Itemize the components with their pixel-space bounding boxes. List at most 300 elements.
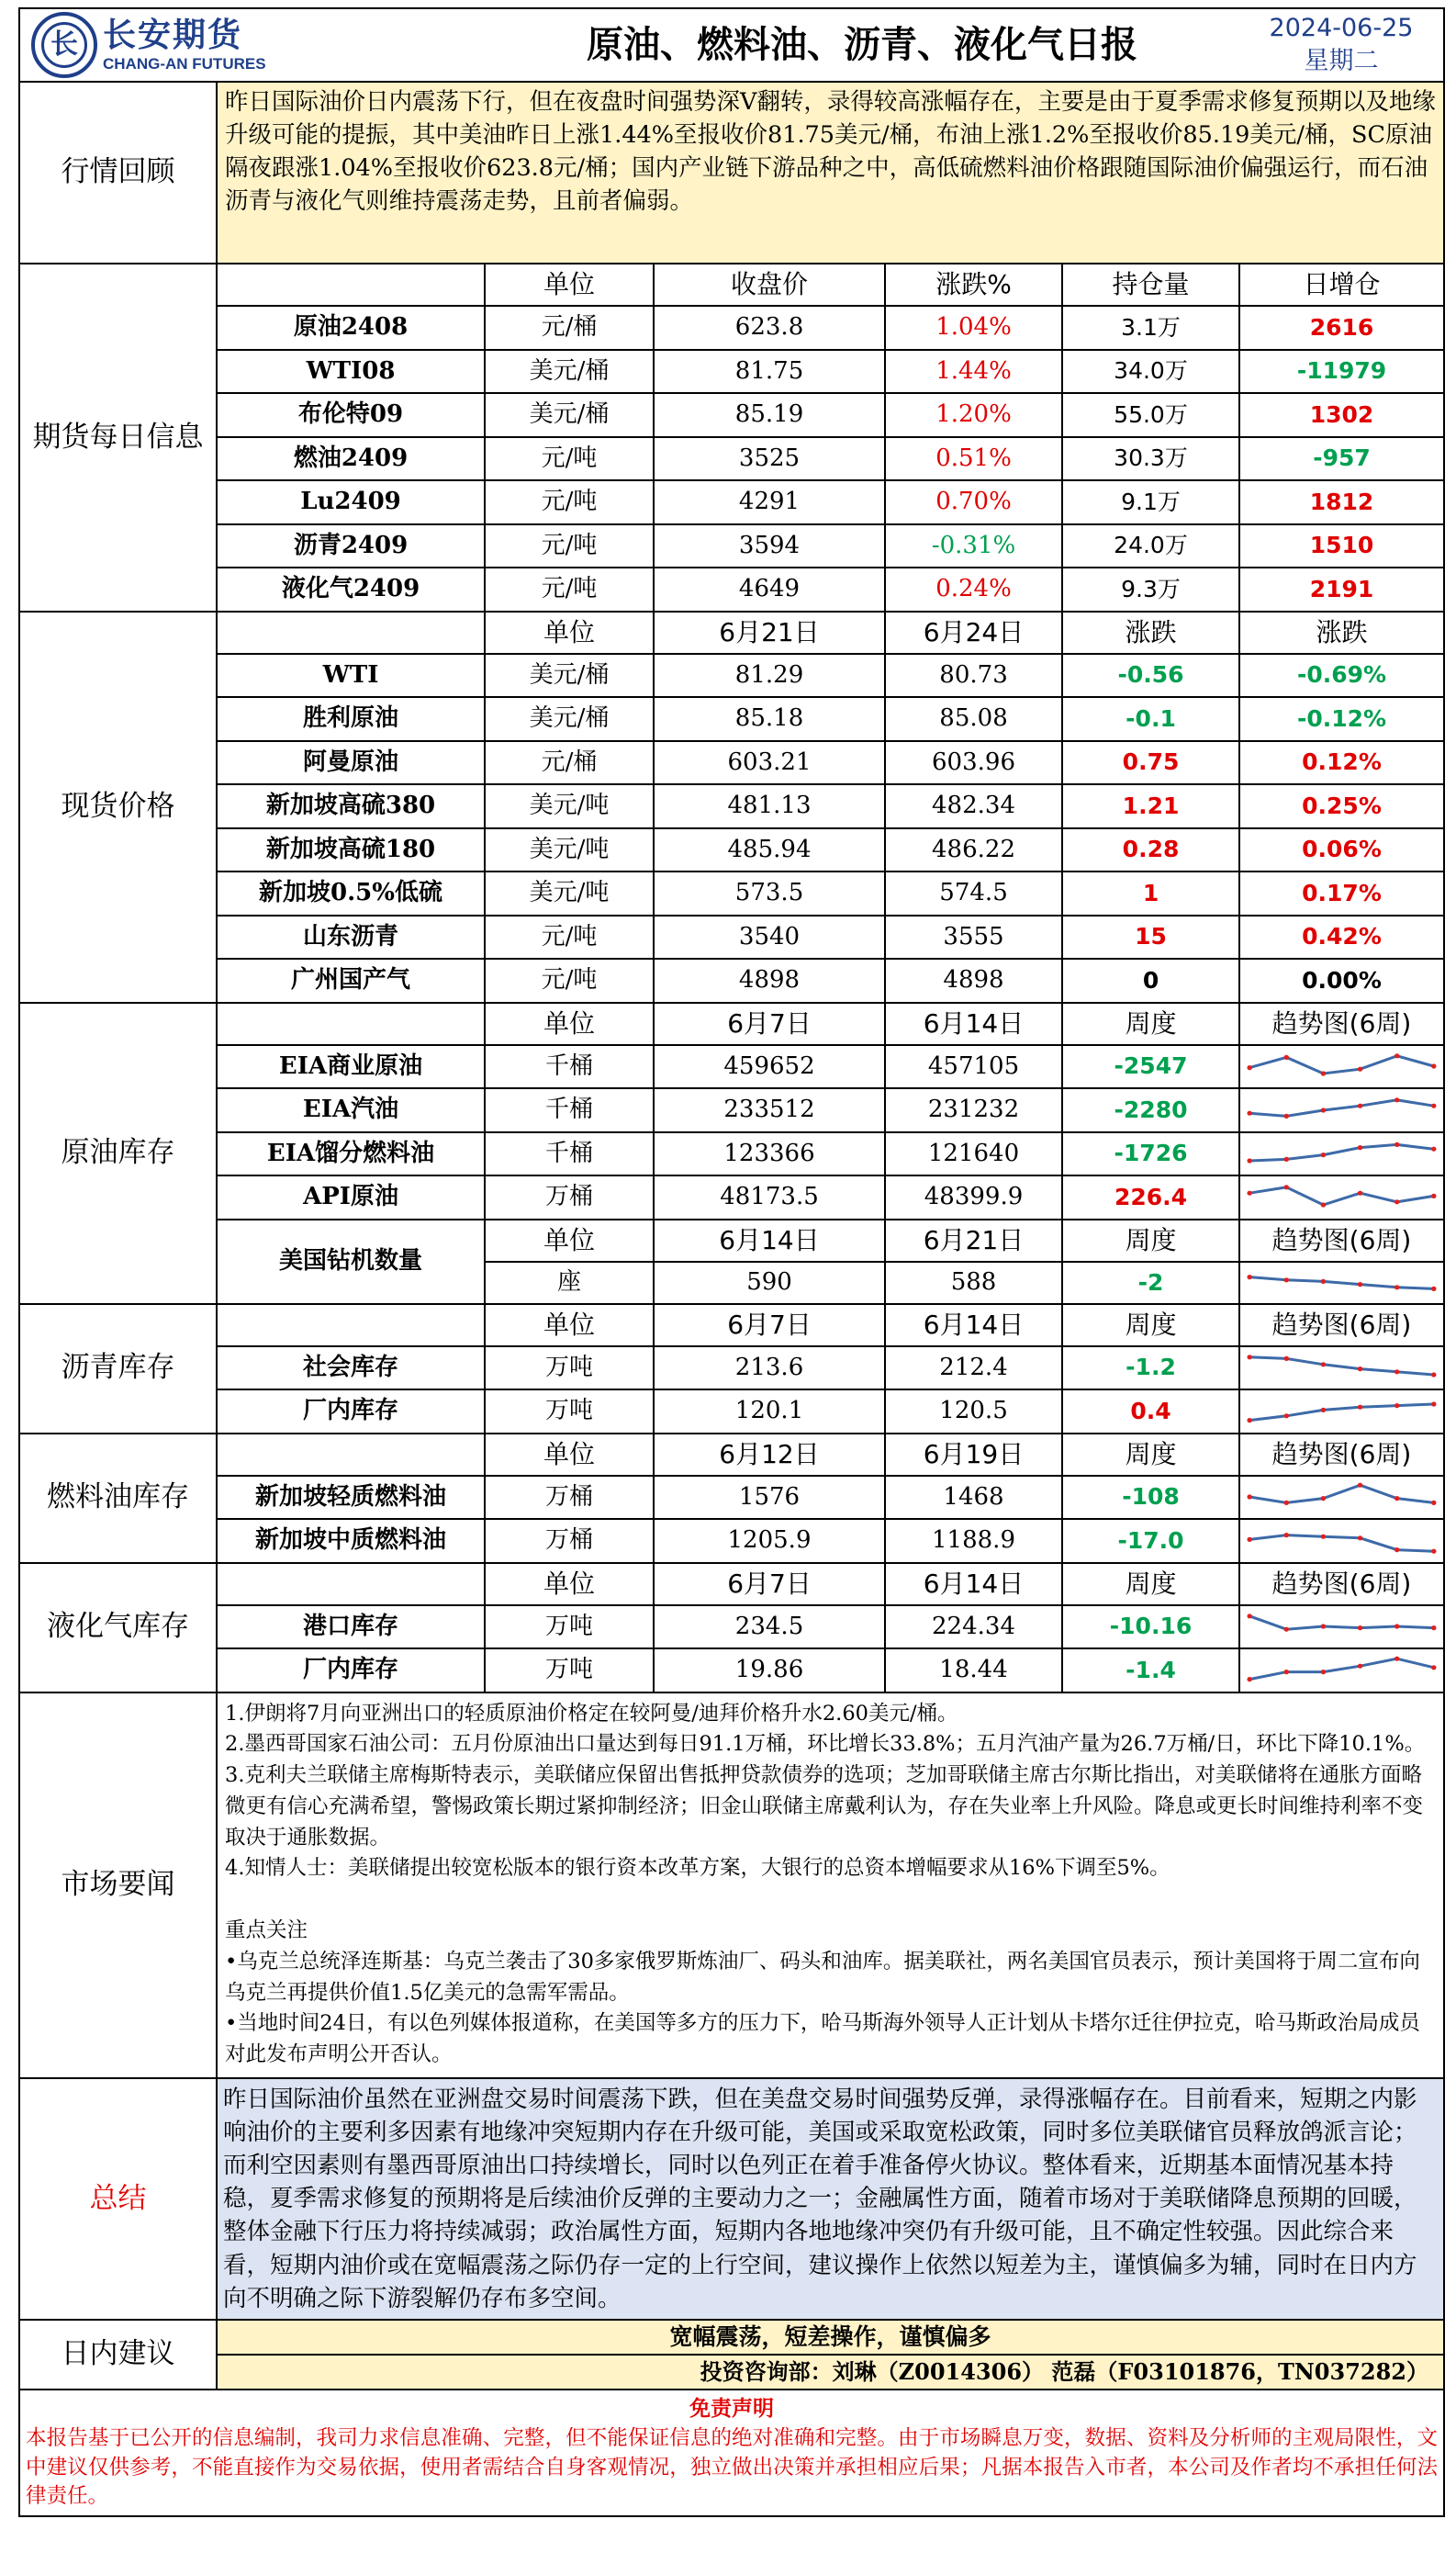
rig-count-name: 美国钻机数量 (217, 1220, 485, 1304)
section-label-advice: 日内建议 (19, 2320, 217, 2390)
sparkline-point (1394, 1625, 1399, 1629)
column-header: 周度 (1062, 1304, 1239, 1346)
column-header: 趋势图(6周) (1239, 1434, 1444, 1476)
review-text: 昨日国际油价日内震荡下行，但在夜盘时间强势深V翻转，录得较高涨幅存在，主要是由于夏季需求修复预期以及地缘升级可能的提振，其中美油昨日上涨1.44%至报收价81.75美元/桶，布油上涨1.2%至报收价85.19美元/桶，SC原油隔夜跟涨1.04%至报收价623.8元/桶；国内产业链下游品种之中，高低硫燃料油价格跟随国际油价偏强运行，而石油沥青与液化气则维持震荡走势，且前者偏弱。 (217, 82, 1444, 264)
crude_inv-weekly-change: 226.4 (1062, 1175, 1239, 1220)
table-row (19, 1088, 1444, 1132)
spot-price-2: 603.96 (885, 741, 1062, 785)
rig-unit: 座 (485, 1262, 654, 1304)
futures-oi: 55.0万 (1062, 393, 1239, 437)
table-row (19, 784, 1444, 828)
sparkline-point (1247, 1275, 1251, 1279)
spot-unit: 美元/吨 (485, 784, 654, 828)
spot-change-pct: 0.42% (1239, 916, 1444, 960)
spot-name: 新加坡0.5%低硫 (217, 872, 485, 916)
futures-close: 85.19 (654, 393, 885, 437)
asphalt_inv-value-1: 213.6 (654, 1346, 885, 1390)
spot-unit: 美元/桶 (485, 697, 654, 741)
column-header: 趋势图(6周) (1239, 1220, 1444, 1262)
lpg_inv-name: 港口库存 (217, 1605, 485, 1649)
trend-chart (1239, 1389, 1444, 1434)
section-label-news: 市场要闻 (19, 1692, 217, 2078)
sparkline-point (1284, 1185, 1289, 1189)
spot-change-pct: 0.00% (1239, 959, 1444, 1003)
column-header: 持仓量 (1062, 264, 1239, 306)
spot-change: 1 (1062, 872, 1239, 916)
section-label-lpg_inv: 液化气库存 (19, 1563, 217, 1692)
futures-close: 623.8 (654, 306, 885, 350)
asphalt_inv-name: 社会库存 (217, 1346, 485, 1390)
fuel_inv-unit: 万桶 (485, 1519, 654, 1563)
sparkline-point (1284, 1501, 1289, 1505)
sparkline-point (1321, 1153, 1326, 1157)
table-row (19, 524, 1444, 568)
sparkline (1246, 1479, 1438, 1515)
spot-unit: 元/吨 (485, 959, 654, 1003)
fuel_inv-value-1: 1576 (654, 1476, 885, 1520)
spot-unit: 元/桶 (485, 741, 654, 785)
weekday-text: 星期二 (1304, 47, 1379, 75)
futures-name: 原油2408 (217, 306, 485, 350)
spot-name: 新加坡高硫380 (217, 784, 485, 828)
column-header: 趋势图(6周) (1239, 1304, 1444, 1346)
table-row (19, 1648, 1444, 1692)
sparkline-point (1394, 1053, 1399, 1058)
table-row (19, 654, 1444, 698)
asphalt_inv-value-2: 120.5 (885, 1389, 1062, 1434)
spot-change-pct: 0.25% (1239, 784, 1444, 828)
summary-text: 昨日国际油价虽然在亚洲盘交易时间震荡下跌，但在美盘交易时间强势反弹，录得涨幅存在。目前看来，短期之内影响油价的主要利多因素有地缘冲突短期内存在升级可能，美国或采取宽松政策，同时多位美联储官员释放鸽派言论；而利空因素则有墨西哥原油出口持续增长，同时以色列正在着手准备停火协议。整体看来，近期基本面情况基本持稳，夏季需求修复的预期将是后续油价反弹的主要动力之一；金融属性方面，随着市场对于美联储降息预期的回暖，整体金融下行压力将持续减弱；政治属性方面，短期内各地地缘冲突仍有升级可能，且不确定性较强。因此综合来看，短期内油价或在宽幅震荡之际仍存一定的上行空间，建议操作上依然以短差为主，谨慎偏多为辅，同时在日内方向不明确之际下游裂解仍存布多空间。 (217, 2078, 1444, 2320)
spacer (225, 1884, 1436, 1916)
spot-name: 山东沥青 (217, 916, 485, 960)
disclaimer (19, 2390, 1444, 2516)
sparkline-point (1321, 1670, 1326, 1674)
futures-oi-change: 1302 (1239, 393, 1444, 437)
spot-price-2: 85.08 (885, 697, 1062, 741)
spot-price-2: 4898 (885, 959, 1062, 1003)
crude_inv-name: EIA商业原油 (217, 1045, 485, 1089)
trend-chart (1239, 1605, 1444, 1649)
sparkline-point (1321, 1108, 1326, 1112)
section-label-review: 行情回顾 (19, 82, 217, 264)
table-row (19, 82, 1444, 264)
section-label-fuel_inv: 燃料油库存 (19, 1434, 217, 1563)
futures-oi: 24.0万 (1062, 524, 1239, 568)
futures-name: 燃油2409 (217, 437, 485, 481)
spot-change-pct: -0.69% (1239, 654, 1444, 698)
news-body (217, 1692, 1444, 2078)
sparkline-point (1321, 1278, 1326, 1283)
spot-price-2: 574.5 (885, 872, 1062, 916)
table-row (19, 437, 1444, 481)
sparkline-line (1249, 1100, 1434, 1117)
table-row (19, 1045, 1444, 1089)
sparkline-line (1249, 1535, 1434, 1551)
futures-name: 布伦特09 (217, 393, 485, 437)
page-title (485, 8, 1239, 82)
sparkline-line (1249, 1357, 1434, 1375)
lpg_inv-name: 厂内库存 (217, 1648, 485, 1692)
spot-price-1: 81.29 (654, 654, 885, 698)
fuel_inv-weekly-change: -108 (1062, 1476, 1239, 1520)
sparkline-point (1321, 1408, 1326, 1412)
spot-name: 广州国产气 (217, 959, 485, 1003)
table-row (19, 350, 1444, 394)
sparkline (1246, 1393, 1438, 1430)
sparkline-point (1358, 1663, 1362, 1668)
crude_inv-value-2: 121640 (885, 1132, 1062, 1176)
news-item: 3.克利夫兰联储主席梅斯特表示，美联储应保留出售抵押贷款债券的选项；芝加哥联储主席古尔斯比指出，对美联储将在通胀方面略微更有信心充满希望，警惕政策长期过紧抑制经济；旧金山联储主席戴利认为，存在失业率上升风险。降息或更长时间维持利率不变取决于通胀数据。 (225, 1763, 1424, 1850)
spot-price-1: 485.94 (654, 828, 885, 872)
futures-unit: 元/吨 (485, 480, 654, 524)
crude_inv-value-2: 457105 (885, 1045, 1062, 1089)
sparkline-point (1358, 1103, 1362, 1108)
focus-item: •当地时间24日，有以色列媒体报道称，在美国等多方的压力下，哈马斯海外领导人正计划从卡塔尔迁往伊拉克，哈马斯政治局成员对此发布声明公开否认。 (225, 2011, 1420, 2066)
report-sheet (18, 7, 1443, 2517)
spot-change-pct: -0.12% (1239, 697, 1444, 741)
spot-price-1: 481.13 (654, 784, 885, 828)
column-header: 涨跌% (885, 264, 1062, 306)
trend-chart (1239, 1476, 1444, 1520)
crude_inv-unit: 万桶 (485, 1175, 654, 1220)
sparkline-point (1431, 1286, 1436, 1290)
sparkline-point (1358, 1535, 1362, 1540)
sparkline-line (1249, 1616, 1434, 1629)
news-item: 4.知情人士：美联储提出较宽松版本的银行资本改革方案，大银行的总资本增幅要求从16%下调至5%。 (225, 1856, 1170, 1881)
table-row (19, 1220, 1444, 1262)
crude_inv-name: API原油 (217, 1175, 485, 1220)
sparkline-point (1394, 1403, 1399, 1408)
asphalt_inv-value-2: 212.4 (885, 1346, 1062, 1390)
asphalt_inv-weekly-change: 0.4 (1062, 1389, 1239, 1434)
logo (19, 8, 485, 82)
spot-unit: 美元/吨 (485, 872, 654, 916)
trend-chart (1239, 1262, 1444, 1304)
column-header: 6月14日 (885, 1304, 1062, 1346)
sparkline-point (1247, 1159, 1251, 1164)
column-header: 6月19日 (885, 1434, 1062, 1476)
sparkline-point (1394, 1097, 1399, 1102)
column-header: 涨跌 (1062, 612, 1239, 654)
lpg_inv-weekly-change: -1.4 (1062, 1648, 1239, 1692)
date-text: 2024-06-25 (1269, 13, 1414, 42)
spot-price-1: 3540 (654, 916, 885, 960)
column-header: 单位 (485, 612, 654, 654)
lpg_inv-unit: 万吨 (485, 1648, 654, 1692)
disclaimer-title: 免责声明 (689, 2395, 774, 2421)
futures-oi-change: 1510 (1239, 524, 1444, 568)
crude_inv-value-1: 459652 (654, 1045, 885, 1089)
table-row (19, 2390, 1444, 2516)
futures-oi-change: 2191 (1239, 568, 1444, 612)
futures-close: 81.75 (654, 350, 885, 394)
sparkline-point (1247, 1677, 1251, 1681)
column-header: 涨跌 (1239, 612, 1444, 654)
crude_inv-value-2: 231232 (885, 1088, 1062, 1132)
sparkline-point (1394, 1285, 1399, 1289)
table-row (19, 828, 1444, 872)
column-header: 6月12日 (654, 1434, 885, 1476)
sparkline-point (1394, 1496, 1399, 1501)
blank-header-cell (217, 612, 485, 654)
spot-change: -0.56 (1062, 654, 1239, 698)
spot-price-1: 4898 (654, 959, 885, 1003)
spot-change-pct: 0.06% (1239, 828, 1444, 872)
sparkline-point (1358, 1145, 1362, 1150)
crude_inv-weekly-change: -2547 (1062, 1045, 1239, 1089)
futures-oi: 9.3万 (1062, 568, 1239, 612)
lpg_inv-value-2: 224.34 (885, 1605, 1062, 1649)
futures-close: 4291 (654, 480, 885, 524)
spot-unit: 元/吨 (485, 916, 654, 960)
sparkline-point (1284, 1670, 1289, 1674)
spot-price-1: 603.21 (654, 741, 885, 785)
spot-price-2: 482.34 (885, 784, 1062, 828)
column-header: 收盘价 (654, 264, 885, 306)
sparkline-point (1247, 1537, 1251, 1542)
table-row (19, 697, 1444, 741)
column-header: 日增仓 (1239, 264, 1444, 306)
blank-header-cell (217, 1304, 485, 1346)
futures-oi-change: 2616 (1239, 306, 1444, 350)
trend-chart (1239, 1088, 1444, 1132)
crude_inv-unit: 千桶 (485, 1132, 654, 1176)
asphalt_inv-value-1: 120.1 (654, 1389, 885, 1434)
sparkline-point (1358, 1404, 1362, 1409)
sparkline-point (1431, 1194, 1436, 1198)
column-header: 单位 (485, 1563, 654, 1605)
column-header: 6月14日 (885, 1003, 1062, 1045)
futures-change: 0.24% (885, 568, 1062, 612)
sparkline-point (1284, 1277, 1289, 1282)
table-row (19, 1132, 1444, 1176)
spot-price-1: 85.18 (654, 697, 885, 741)
futures-oi: 34.0万 (1062, 350, 1239, 394)
logo-en: CHANG-AN FUTURES (103, 55, 266, 73)
crude_inv-value-1: 123366 (654, 1132, 885, 1176)
table-row (19, 1605, 1444, 1649)
sparkline-point (1284, 1055, 1289, 1060)
fuel_inv-value-2: 1188.9 (885, 1519, 1062, 1563)
column-header: 6月21日 (885, 1220, 1062, 1262)
sparkline-point (1284, 1356, 1289, 1361)
spot-change: 0.75 (1062, 741, 1239, 785)
sparkline-point (1394, 1656, 1399, 1660)
spot-change: 0 (1062, 959, 1239, 1003)
spot-name: 新加坡高硫180 (217, 828, 485, 872)
table-row (19, 1003, 1444, 1045)
crude_inv-unit: 千桶 (485, 1045, 654, 1089)
table-row (19, 1389, 1444, 1434)
column-header: 单位 (485, 264, 654, 306)
fuel_inv-weekly-change: -17.0 (1062, 1519, 1239, 1563)
blank-header-cell (217, 1003, 485, 1045)
crude_inv-value-1: 233512 (654, 1088, 885, 1132)
sparkline-point (1431, 1501, 1436, 1505)
sparkline-line (1249, 1404, 1434, 1421)
blank-header-cell (217, 1563, 485, 1605)
table-row (19, 2320, 1444, 2355)
futures-unit: 美元/桶 (485, 350, 654, 394)
rig-value-1: 590 (654, 1262, 885, 1304)
spot-name: 胜利原油 (217, 697, 485, 741)
lpg_inv-value-2: 18.44 (885, 1648, 1062, 1692)
section-label-futures: 期货每日信息 (19, 264, 217, 612)
trend-chart (1239, 1175, 1444, 1220)
crude_inv-name: EIA馏分燃料油 (217, 1132, 485, 1176)
futures-change: 1.04% (885, 306, 1062, 350)
futures-unit: 美元/桶 (485, 393, 654, 437)
lpg_inv-value-1: 234.5 (654, 1605, 885, 1649)
spot-change-pct: 0.17% (1239, 872, 1444, 916)
sparkline-point (1431, 1625, 1436, 1630)
crude_inv-weekly-change: -1726 (1062, 1132, 1239, 1176)
focus-item: •乌克兰总统泽连斯基：乌克兰袭击了30多家俄罗斯炼油厂、码头和油库。据美联社，两名美国官员表示，预计美国将于周二宣布向乌克兰再提供价值1.5亿美元的急需军需品。 (225, 1949, 1420, 2005)
spot-change: -0.1 (1062, 697, 1239, 741)
advice-consult: 投资咨询部：刘琳（Z0014306） 范磊（F03101876，TN037282） (217, 2355, 1444, 2390)
sparkline-line (1249, 1145, 1434, 1162)
futures-oi: 3.1万 (1062, 306, 1239, 350)
column-header: 6月7日 (654, 1304, 885, 1346)
blank-header-cell (217, 264, 485, 306)
spot-price-2: 486.22 (885, 828, 1062, 872)
table-row (19, 916, 1444, 960)
sparkline-point (1247, 1614, 1251, 1618)
section-label-crude_inv: 原油库存 (19, 1003, 217, 1304)
trend-chart (1239, 1519, 1444, 1563)
title-text: 原油、燃料油、沥青、液化气日报 (587, 24, 1138, 66)
sparkline-point (1431, 1064, 1436, 1069)
sparkline-line (1249, 1659, 1434, 1679)
column-header: 6月7日 (654, 1563, 885, 1605)
section-label-asphalt_inv: 沥青库存 (19, 1304, 217, 1434)
futures-unit: 元/吨 (485, 524, 654, 568)
sparkline-point (1247, 1110, 1251, 1115)
column-header: 6月14日 (654, 1220, 885, 1262)
sparkline-point (1321, 1072, 1326, 1076)
futures-change: 1.20% (885, 393, 1062, 437)
sparkline-line (1249, 1187, 1434, 1205)
column-header: 单位 (485, 1434, 654, 1476)
spot-name: 阿曼原油 (217, 741, 485, 785)
sparkline-point (1431, 1548, 1436, 1553)
sparkline-point (1431, 1147, 1436, 1152)
sparkline-point (1284, 1114, 1289, 1119)
table-row (19, 1175, 1444, 1220)
news-item: 1.伊朗将7月向亚洲出口的轻质原油价格定在较阿曼/迪拜价格升水2.60美元/桶。 (225, 1701, 958, 1726)
sparkline-point (1431, 1103, 1436, 1108)
table-row (19, 1304, 1444, 1346)
table-row (19, 2355, 1444, 2390)
asphalt_inv-name: 厂内库存 (217, 1389, 485, 1434)
table-row (19, 1346, 1444, 1390)
futures-name: 沥青2409 (217, 524, 485, 568)
column-header: 6月24日 (885, 612, 1062, 654)
futures-name: 液化气2409 (217, 568, 485, 612)
futures-oi: 30.3万 (1062, 437, 1239, 481)
sparkline-point (1284, 1157, 1289, 1162)
table-row (19, 741, 1444, 785)
futures-name: Lu2409 (217, 480, 485, 524)
column-header: 6月21日 (654, 612, 885, 654)
table-row (19, 8, 1444, 82)
column-header: 单位 (485, 1304, 654, 1346)
futures-oi-change: 1812 (1239, 480, 1444, 524)
sparkline-point (1358, 1282, 1362, 1287)
spot-change-pct: 0.12% (1239, 741, 1444, 785)
report-table (18, 7, 1445, 2517)
focus-title: 重点关注 (225, 1918, 308, 1942)
sparkline-point (1247, 1190, 1251, 1195)
sparkline-point (1284, 1533, 1289, 1537)
futures-change: -0.31% (885, 524, 1062, 568)
table-row (19, 872, 1444, 916)
fuel_inv-value-1: 1205.9 (654, 1519, 885, 1563)
disclaimer-text: 本报告基于已公开的信息编制，我司力求信息准确、完整，但不能保证信息的绝对准确和完整。由于市场瞬息万变，数据、资料及分析师的主观局限性，文中建议仅供参考，不能直接作为交易依据，使用者需结合自身客观情况，独立做出决策并承担相应后果；凡据本报告入市者，本公司及作者均不承担任何法律责任。 (26, 2425, 1439, 2509)
column-header: 周度 (1062, 1003, 1239, 1045)
table-row (19, 1476, 1444, 1520)
table-row (19, 1563, 1444, 1605)
lpg_inv-weekly-change: -10.16 (1062, 1605, 1239, 1649)
sparkline-point (1247, 1495, 1251, 1500)
sparkline (1246, 1179, 1438, 1216)
spot-change: 15 (1062, 916, 1239, 960)
futures-oi-change: -957 (1239, 437, 1444, 481)
sparkline (1246, 1135, 1438, 1172)
fuel_inv-unit: 万桶 (485, 1476, 654, 1520)
futures-oi: 9.1万 (1062, 480, 1239, 524)
crude_inv-unit: 千桶 (485, 1088, 654, 1132)
table-row (19, 612, 1444, 654)
logo-icon (31, 12, 97, 78)
rig-weekly-change: -2 (1062, 1262, 1239, 1304)
rig-value-2: 588 (885, 1262, 1062, 1304)
lpg_inv-value-1: 19.86 (654, 1648, 885, 1692)
column-header: 6月7日 (654, 1003, 885, 1045)
spot-price-2: 80.73 (885, 654, 1062, 698)
column-header: 单位 (485, 1220, 654, 1262)
sparkline (1246, 1608, 1438, 1645)
sparkline-point (1321, 1496, 1326, 1501)
sparkline (1246, 1349, 1438, 1386)
futures-change: 1.44% (885, 350, 1062, 394)
sparkline-point (1321, 1362, 1326, 1366)
section-label-summary: 总结 (19, 2078, 217, 2320)
column-header: 趋势图(6周) (1239, 1563, 1444, 1605)
sparkline (1246, 1265, 1438, 1301)
futures-unit: 元/吨 (485, 568, 654, 612)
section-label-spot: 现货价格 (19, 612, 217, 1003)
trend-chart (1239, 1648, 1444, 1692)
column-header: 周度 (1062, 1434, 1239, 1476)
sparkline-line (1249, 1056, 1434, 1074)
futures-unit: 元/桶 (485, 306, 654, 350)
fuel_inv-name: 新加坡中质燃料油 (217, 1519, 485, 1563)
table-row (19, 959, 1444, 1003)
table-row (19, 2078, 1444, 2320)
fuel_inv-value-2: 1468 (885, 1476, 1062, 1520)
table-row (19, 393, 1444, 437)
sparkline-point (1321, 1534, 1326, 1538)
sparkline-point (1394, 1547, 1399, 1552)
futures-close: 3525 (654, 437, 885, 481)
logo-mark: 长 (41, 22, 87, 68)
sparkline-line (1249, 1485, 1434, 1502)
crude_inv-value-1: 48173.5 (654, 1175, 885, 1220)
table-row (19, 480, 1444, 524)
sparkline (1246, 1048, 1438, 1085)
sparkline-point (1358, 1067, 1362, 1072)
